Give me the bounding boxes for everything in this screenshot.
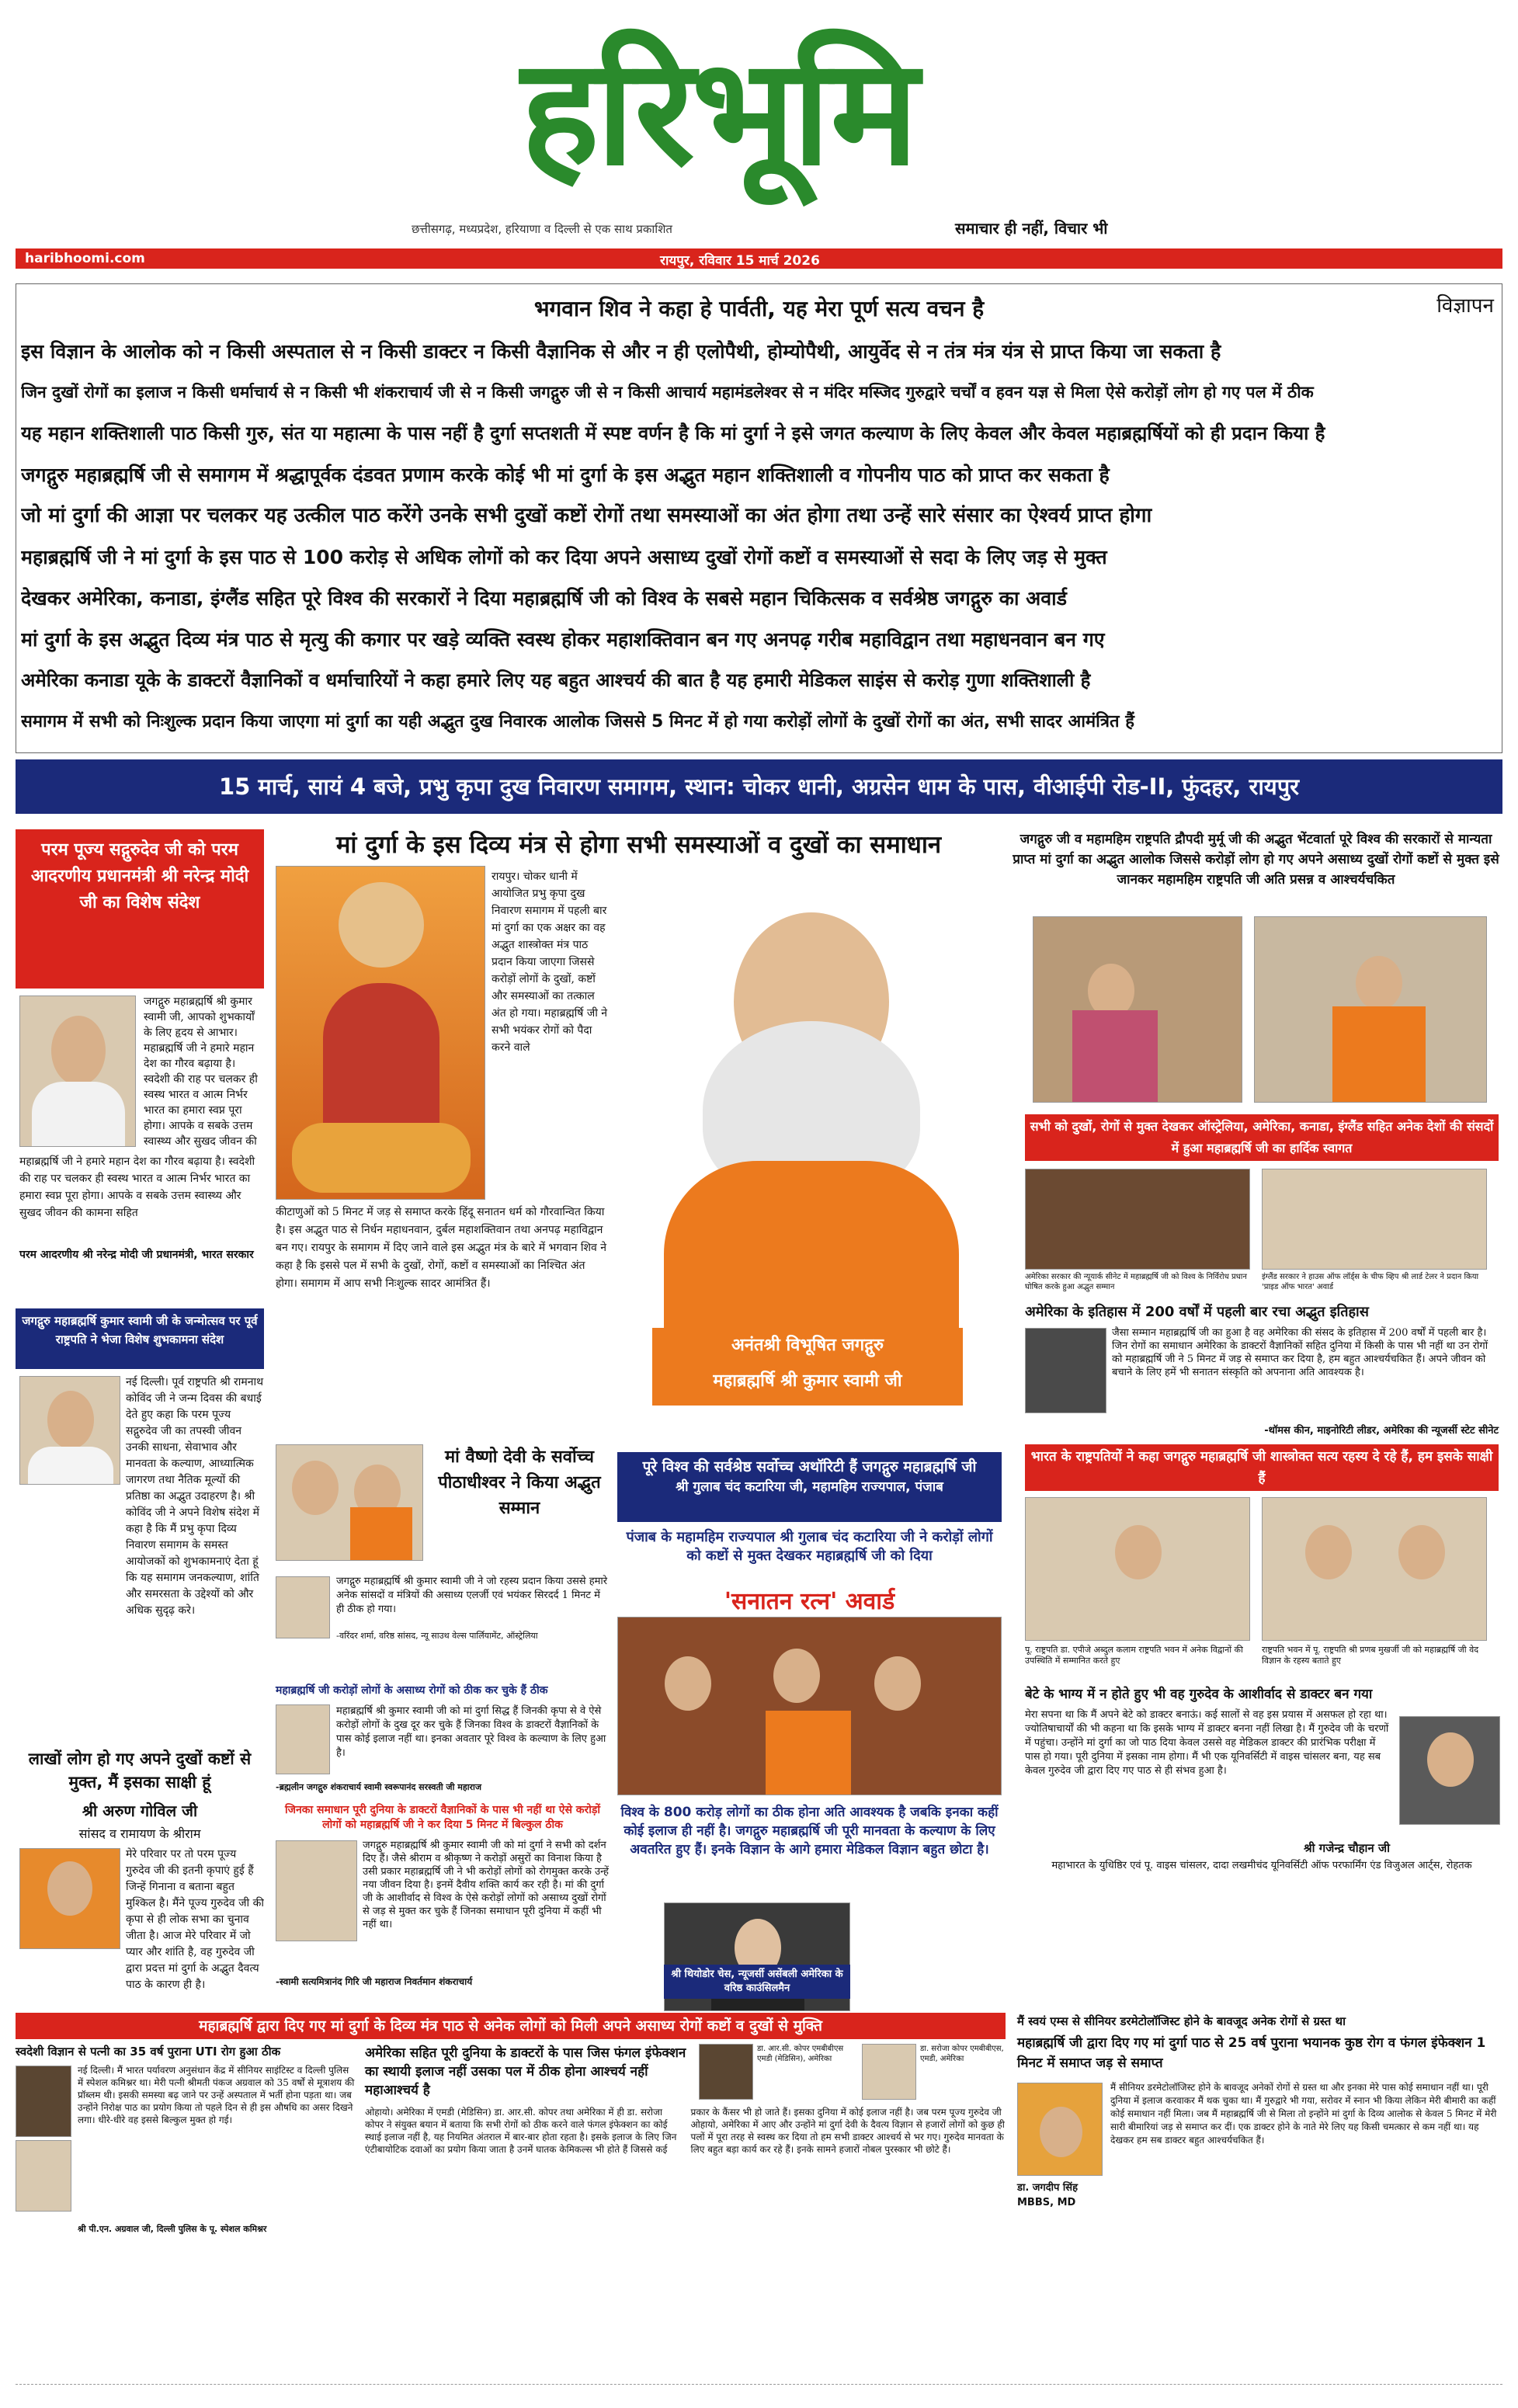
skin-doctor: डा. जगदीप सिंह: [1017, 2182, 1078, 2194]
parliament-caption-1: अमेरिका सरकार की न्यूयार्क सीनेट में महाब्रह्मर्षि जी को विश्व के निर्विरोध प्रधान घोषित करके हुआ अद्भुत सम्मान: [1025, 1273, 1247, 1291]
top-line: जिन दुखों रोगों का इलाज न किसी धर्माचार्य से न किसी भी शंकराचार्य जी से न किसी जगद्गुरु जी से न किसी आचार्य महामंडलेश्वर से न मंदिर मस्जिद गुरुद्वारे चर्चों व हवन यज्ञ से मिला ऐसे करोड़ों लोग हो गए पल में ठीक: [21, 383, 1314, 401]
bottom-banner: महाब्रह्मर्षि द्वारा दिए गए मां दुर्गा के दिव्य मंत्र पाठ से अनेक लोगों को मिली अपने असाध्य रोगों कष्टों व दुखों से मुक्ति: [16, 2013, 1006, 2039]
murmu-photo-1: [1033, 916, 1242, 1103]
kalam-photo-2: [1262, 1497, 1487, 1641]
america-text: जैसा सम्मान महाब्रह्मर्षि जी का हुआ है वह अमेरिका की संसद के इतिहास में 200 वर्षों में पहली बार है। जिन रोगों का समाधान अमेरिका के डाक्टरों वैज्ञानिकों सहित दुनिया में किसी के पास भी नहीं था उन रोगों को महाब्रह्मर्षि जी ने 5 मिनट में जड़ से समाप्त कर दिया है, हम बहुत आश्चर्यचकित हैं। अपने जीवन को बचाने के लिए हमें भी सनातन संस्कृति को अपनाना अति आवश्यक है।: [1112, 1327, 1488, 1378]
top-lines: [21, 331, 1496, 742]
vaishno-sign: -वरिंदर शर्मा, वरिष्ठ सांसद, न्यू साउथ वेल्स पार्लियामेंट, ऑस्ट्रेलिया: [336, 1631, 538, 1641]
top-line: यह महान शक्तिशाली पाठ किसी गुरु, संत या महात्मा के पास नहीं है दुर्गा सप्तशती में स्पष्ट वर्णन है कि मां दुर्गा ने इसे जगत कल्याण के लिए केवल और केवल महाब्रह्मर्षियों को ही प्रदान किया है: [21, 422, 1325, 444]
modi-text: जगद्गुरु महाब्रह्मर्षि श्री कुमार स्वामी जी, आपको शुभकार्यों के लिए हृदय से आभार। महाब्रह्मर्षि जी ने हमारे महान देश का गौरव बढ़ाया है। स्वदेशी की राह पर चलकर ही स्वस्थ भारत व आत्म निर्भर भारत का हमारा स्वप्न पूरा होगा। आपके व सबके उत्तम स्वास्थ्य और सुखद जीवन की: [144, 996, 258, 1148]
website-link[interactable]: haribhoomi.com: [25, 251, 145, 266]
vaishno-text: जगद्गुरु महाब्रह्मर्षि श्री कुमार स्वामी जी ने जो रहस्य प्रदान किया उससे हमारे अनेक सांसदों व मंत्रियों की असाध्य एलर्जी एवं भयंकर सिरदर्द 1 मिनट में ही ठीक हो गया।: [336, 1576, 608, 1615]
govil-title: लाखों लोग हो गए अपने दुखों कष्टों से मुक्त, मैं इसका साक्षी हूं: [28, 1750, 252, 1791]
kataria-box: [617, 1452, 1002, 1522]
uti-text: नई दिल्ली। मैं भारत पर्यावरण अनुसंधान केंद्र में सीनियर साइंटिस्ट व दिल्ली पुलिस में स्पेशल कमिश्नर था। मेरी पत्नी श्रीमती पंकज अग्रवाल को 35 वर्षों से मूत्राशय की प्रॉब्लम थी। इसकी समस्या बढ़ जाने पर उन्हें अस्पताल में भर्ती होना पड़ता था। जब उन्होंने निरोक्ष पाठ का प्रयोग किया तो पहले दिन से ही इस औषधि का असर दिखने लगा। धीरे-धीरे वह इससे बिल्कुल मुक्त हो गई।: [78, 2065, 355, 2125]
shankar-text: जगद्गुरु महाब्रह्मर्षि श्री कुमार स्वामी जी को मां दुर्गा ने सभी को दर्शन दिए हैं। जैसे श्रीराम व श्रीकृष्ण ने करोड़ों असुरों का विनाश किया है उसी प्रकार महाब्रह्मर्षि जी ने भी करोड़ों लोगों को रोगमुक्त करके उन्हें नया जीवन दिया है। इनमें दैवीय शक्ति कार्य कर रही है। मां की दुर्गा जी के आशीर्वाद से विश्व के ऐसे करोड़ों लोगों को असाध्य दुखों रोगों से जड़ से मुक्त कर चुके हैं जिनका समाधान पूरी दुनिया में कहीं भी नहीं था।: [363, 1840, 609, 1930]
parliament-photo-2: [1262, 1169, 1487, 1270]
top-line: देखकर अमेरिका, कनाडा, इंग्लैंड सहित पूरे विश्व की सरकारों ने दिया महाब्रह्मर्षि जी को विश्व के सबसे महान चिकित्सक व सर्वश्रेष्ठ जगद्गुरु का अवार्ड: [21, 587, 1067, 610]
beta-name: श्री गजेन्द्र चौहान जी: [1304, 1841, 1390, 1855]
parliament-caption-2: इंग्लैंड सरकार ने हाउस ऑफ लॉर्ड्स के चीफ व्हिप श्री लार्ड टेलर ने प्रदान किया 'प्राइड ऑफ भारत' अवार्ड: [1262, 1273, 1479, 1291]
us-doc2-photo: [862, 2044, 916, 2100]
shankar-title: जिनका समाधान पूरी दुनिया के डाक्टरों वैज्ञानिकों के पास भी नहीं था ऐसे करोड़ों लोगों को महाब्रह्मर्षि जी ने कर दिया 5 मिनट में बिल्कुल ठीक: [284, 1804, 601, 1831]
vaishno-photo: [276, 1444, 423, 1561]
kovind-text: नई दिल्ली। पूर्व राष्ट्रपति श्री रामनाथ कोविंद जी ने जन्म दिवस की बधाई देते हुए कहा कि परम पूज्य सद्गुरुदेव जी का तपस्वी जीवन उनकी साधना, सेवाभाव और मानवता के कल्याण, आध्यात्मिक जागरण तथा नैतिक मूल्यों की प्रतिष्ठा का अद्भुत उदाहरण है। श्री कोविंद जी ने अपने विशेष संदेश में कहा है कि मैं प्रभु कृपा दिव्य निवारण समागम के समस्त आयोजकों को शुभकामनाएं देता हूं कि यह समागम जनकल्याण, शांति और समरसता के उद्देश्यों को और अधिक सुदृढ़ करे।: [126, 1376, 264, 1617]
lakh-sign: -ब्रह्मलीन जगद्गुरु शंकराचार्य स्वामी स्वरूपानंद सरस्वती जी महाराज: [276, 1782, 482, 1792]
us-doc2: डा. सरोजा कोपर एमबीबीएस, एमडी, अमेरिका: [920, 2045, 1004, 2063]
tagline: समाचार ही नहीं, विचार भी: [955, 219, 1108, 238]
kataria-title: पूरे विश्व की सर्वश्रेष्ठ सर्वोच्च अथॉरिटी हैं जगद्गुरु महाब्रह्मर्षि जी: [642, 1458, 977, 1475]
top-heading: भगवान शिव ने कहा हे पार्वती, यह मेरा पूर्ण सत्य वचन है: [533, 296, 985, 321]
america-title: अमेरिका के इतिहास में 200 वर्षों में पहली बार रचा अद्भुत इतिहास: [1025, 1304, 1369, 1320]
advert-label: विज्ञापन: [1436, 294, 1494, 318]
center-headline: मां दुर्गा के इस दिव्य मंत्र से होगा सभी समस्याओं व दुखों का समाधान: [335, 831, 942, 859]
america-sign: -थॉमस कीन, माइनोरिटी लीडर, अमेरिका की न्यूजर्सी स्टेट सीनेट: [1264, 1425, 1499, 1437]
govil-text: मेरे परिवार पर तो परम पूज्य गुरुदेव जी की इतनी कृपाएं हुई हैं जिन्हें गिनाना व बताना बहुत मुश्किल है। मैंने पूज्य गुरुदेव जी की कृपा से ही लोक सभा का चुनाव जीता है। आज मेरे परिवार में जो प्यार और शांति है, वह गुरुदेव जी द्वारा प्रदत्त मां दुर्गा के अद्भुत दैवत्य पाठ के कारण ही है।: [126, 1848, 264, 1991]
skin-title-1: मैं स्वयं एम्स से सीनियर डरमेटोलॉजिस्ट होने के बावजूद अनेक रोगों से ग्रस्त था: [1017, 2014, 1346, 2028]
uti-photo-2: [16, 2140, 71, 2212]
govil-name: श्री अरुण गोविल जी: [82, 1802, 198, 1820]
top-line: जगद्गुरु महाब्रह्मर्षि जी से समागम में श्रद्धापूर्वक दंडवत प्रणाम करके कोई भी मां दुर्गा के इस अद्भुत महान शक्तिशाली व गोपनीय पाठ को प्राप्त कर सकता है: [21, 464, 1110, 486]
masthead: [0, 0, 1518, 268]
kovind-photo: [19, 1376, 120, 1485]
kataria-headline: पंजाब के महामहिम राज्यपाल श्री गुलाब चंद कटारिया जी ने करोड़ों लोगों को कष्टों से मुक्त देखकर महाब्रह्मर्षि जी को दिया: [626, 1529, 993, 1564]
bottom-left: [16, 2044, 357, 2370]
kalam-caption-2: राष्ट्रपति भवन में पू. राष्ट्रपति श्री प्रणब मुखर्जी जी को महाब्रह्मर्षि जी वेद विज्ञान के रहस्य बताते हुए: [1262, 1645, 1479, 1666]
skin-text: मैं सीनियर डरमेटोलॉजिस्ट होने के बावजूद अनेकों रोगों से ग्रस्त था और इनका मेरे पास कोई समाधान नहीं था। पूरी दुनिया में इलाज करवाकर मैं थक चुका था। मैं गुरुद्वारे भी गया, सरोवर में स्नान भी किया लेकिन मेरी बीमारी का कहीं कोई समाधान नहीं मिला। जब मैं महाब्रह्मर्षि जी से मिला तो इन्होंने मां दुर्गा के दिव्य आलोक से केवल 5 मिनट में मेरी सारी बीमारियां जड़ से समाप्त कर दीं। एक डाक्टर होने के नाते मेरे लिए यह किसी चमत्कार से कम नहीं था। यह देखकर हम सब डाक्टर बहुत आश्चर्यचकित हैं।: [1110, 2082, 1497, 2146]
parliament-photo-1: [1025, 1169, 1250, 1270]
dateline-bar: [16, 248, 1502, 269]
govil-photo: [19, 1848, 120, 1949]
us-text: ओहायो। अमेरिका में एमडी (मेडिसिन) डा. आर.सी. कोपर तथा अमेरिका में ही डा. सरोजा कोपर ने संयुक्त बयान में बताया कि सभी रोगों को ठीक करने वाले फंगल इंफेक्शन का कोई स्थाई इलाज नहीं है, यह नियमित अंतराल में बार-बार होता रहता है। इसके इलाज के लिए जिन एंटीबायोटिक दवाओं का प्रयोग किया जाता है उनमें घातक केमिकल्स भी होते हैं जिससे कई प्रकार के कैंसर भी हो जाते हैं। इसका दुनिया में कोई इलाज नहीं है। जब परम पूज्य गुरुदेव जी ओहायो, अमेरिका में आए और उन्होंने मां दुर्गा देवी के दैवत्य विज्ञान से हजारों लोगों को कुछ ही पलों में पूरा तरह से स्वस्थ कर दिया तो हम सभी डाक्टर आश्चर्य से भर गए। गुरुदेव मानवता के लिए बहुत बड़ा कार्य कर रहे हैं। इनके सामने हजारों नोबल पुरस्कार भी छोटे हैं।: [365, 2107, 1005, 2155]
parliament-title: सभी को दुखों, रोगों से मुक्त देखकर ऑस्ट्रेलिया, अमेरिका, कनाडा, इंग्लैंड सहित अनेक देशों की संसदों में हुआ महाब्रह्मर्षि जी का हार्दिक स्वागत: [1025, 1114, 1499, 1161]
lakh-text: महाब्रह्मर्षि श्री कुमार स्वामी जी को मां दुर्गा सिद्ध हैं जिनकी कृपा से वे ऐसे करोड़ों लोगों के दुख दूर कर चुके हैं जिनका विश्व के डाक्टरों वैज्ञानिकों के पास कोई इलाज नहीं था। इनका अवतार पूरे विश्व के कल्याण के लिए हुआ है।: [336, 1705, 606, 1759]
uti-title: स्वदेशी विज्ञान से पत्नी का 35 वर्ष पुराना UTI रोग हुआ ठीक: [16, 2045, 281, 2059]
guru-caption-line1: अनंतश्री विभूषित जगद्गुरु: [731, 1336, 884, 1355]
skin-photo: [1017, 2083, 1103, 2176]
us-doc1: डा. आर.सी. कोपर एमबीबीएस एमडी (मेडिसिन), अमेरिका: [757, 2045, 844, 2063]
top-line: मां दुर्गा के इस अद्भुत दिव्य मंत्र पाठ से मृत्यु की कगार पर खड़े व्यक्ति स्वस्थ होकर महाशक्तिवान बन गए अनपढ़ गरीब महाविद्वान तथा महाधनवान बन गए: [21, 628, 1105, 651]
beta-sub: महाभारत के युधिष्ठिर एवं पू. वाइस चांसलर, दादा लखमीचंद यूनिवर्सिटी ऑफ परफार्मिंग एंड विजुअल आर्ट्स, रोहतक: [1051, 1860, 1472, 1871]
modi-sign: परम आदरणीय श्री नरेन्द्र मोदी जी प्रधानमंत्री, भारत सरकार: [19, 1249, 254, 1261]
modi-title: परम पूज्य सद्गुरुदेव जी को परम आदरणीय प्रधानमंत्री श्री नरेन्द्र मोदी जी का विशेष संदेश: [16, 829, 264, 989]
top-line: समागम में सभी को निःशुल्क प्रदान किया जाएगा मां दुर्गा का यही अद्भुत दुख निवारक आलोक जिससे 5 मिनट में हो गया करोड़ों लोगों के दुखों रोगों का अंत, सभी सादर आमंत्रित हैं: [21, 712, 1134, 731]
kalam-photo-1: [1025, 1497, 1250, 1641]
us-title: अमेरिका सहित पूरी दुनिया के डाक्टरों के पास जिस फंगल इंफेक्शन का स्थायी इलाज नहीं उसका पल में ठीक होना आश्चर्य नहीं महाआश्चर्य है: [365, 2045, 686, 2098]
top-line: महाब्रह्मर्षि जी ने मां दुर्गा के इस पाठ से 100 करोड़ से अधिक लोगों को कर दिया अपने असाध्य दुखों रोगों कष्टों व समस्याओं से सदा के लिए जड़ से मुक्त: [21, 546, 1107, 568]
guru-caption-line2: महाब्रह्मर्षि श्री कुमार स्वामी जी: [713, 1371, 902, 1391]
guru-portrait: [617, 866, 1002, 1371]
dateline: रायपुर, रविवार 15 मार्च 2026: [660, 253, 820, 269]
top-line: अमेरिका कनाडा यूके के डाक्टरों वैज्ञानिकों व धर्माचारियों ने कहा हमारे लिए यह बहुत आश्चर्य की बात है यह हमारी मेडिकल साइंस से करोड़ गुणा शक्तिशाली है: [21, 669, 1091, 691]
award-photo: [617, 1617, 1002, 1795]
lakh-title: महाब्रह्मर्षि जी करोड़ों लोगों के असाध्य रोगों को ठीक कर चुके हैं ठीक: [276, 1684, 548, 1697]
bottom-right: [1017, 2013, 1502, 2370]
govil-sub: सांसद व रामायण के श्रीराम: [78, 1826, 201, 1841]
vaishno-inset: [276, 1576, 330, 1638]
shankar-sign: -स्वामी सत्यमित्रानंद गिरि जी महाराज निवर्तमान शंकराचार्य: [276, 1976, 473, 1987]
uti-photo-1: [16, 2066, 71, 2137]
top-advert: [16, 283, 1502, 753]
modi-text-cont: महाब्रह्मर्षि जी ने हमारे महान देश का गौरव बढ़ाया है। स्वदेशी की राह पर चलकर ही स्वस्थ भारत व आत्म निर्भर भारत का हमारा स्वप्न पूरा होगा। आपके व सबके उत्तम स्वास्थ्य और सुखद जीवन की कामना सहित: [19, 1155, 255, 1219]
center-story-right: रायपुर। चोकर धानी में आयोजित प्रभु कृपा दुख निवारण समागम में पहली बार मां दुर्गा का एक अक्षर का वह अद्भुत शास्त्रोक्त मंत्र पाठ प्रदान किया जाएगा जिससे करोड़ों लोगों के दुखों, कष्टों और समस्याओं का तत्काल अंत हो गया। महाब्रह्मर्षि जी ने सभी भयंकर रोगों को पैदा करने वाले: [492, 870, 608, 1054]
event-banner: 15 मार्च, सायं 4 बजे, प्रभु कृपा दुख निवारण समागम, स्थान: चोकर धानी, अग्रसेन धाम के पास, वीआईपी रोड-II, फुंदहर, रायपुर: [16, 759, 1502, 814]
murmu-photo-2: [1254, 916, 1487, 1103]
left-column: [16, 823, 264, 2003]
us-doc1-photo: [699, 2044, 753, 2100]
modi-photo: [19, 996, 136, 1147]
lakh-photo: [276, 1704, 330, 1774]
kovind-title: जगद्गुरु महाब्रह्मर्षि कुमार स्वामी जी के जन्मोत्सव पर पूर्व राष्ट्रपति ने भेजा विशेष शुभकामना संदेश: [16, 1308, 264, 1369]
center-story-below: कीटाणुओं को 5 मिनट में जड़ से समाप्त करके हिंदू सनातन धर्म को गौरवान्वित किया है। इस अद्भुत पाठ से निर्धन महाधनवान, दुर्बल महाशक्तिवान तथा अनपढ़ महाविद्वान बन गए। रायपुर के समागम में दिए जाने वाले इस अद्भुत मंत्र के बारे में भगवान शिव ने कहा है कि इससे पल में सभी के दुखों, रोगों, कष्टों व समस्याओं का निश्चित अंत होगा। समागम में आप सभी निःशुल्क सादर आमंत्रित हैं।: [276, 1206, 607, 1290]
kataria-sub: श्री गुलाब चंद कटारिया जी, महामहिम राज्यपाल, पंजाब: [676, 1479, 943, 1495]
bottom-middle: [365, 2044, 1006, 2370]
kalam-title: भारत के राष्ट्रपतियों ने कहा जगद्गुरु महाब्रह्मर्षि जी शास्त्रोक्त सत्य रहस्य दे रहे हैं, हम इसके साक्षी हैं: [1025, 1444, 1499, 1491]
right-column: [1009, 823, 1502, 2003]
vishva-quote: विश्व के 800 करोड़ लोगों का ठीक होना अति आवश्यक है जबकि इनका कहीं कोई इलाज ही नहीं है। जगद्गुरु महाब्रह्मर्षि जी पूरी मानवता के कल्याण के लिए अवतरित हुए हैं। इनके विज्ञान के आगे हमारा मेडिकल विज्ञान बहुत छोटा है।: [620, 1805, 999, 1857]
award-title: 'सनातन रत्न' अवार्ड: [724, 1588, 895, 1615]
guru-caption: [652, 1328, 963, 1406]
logo: हरिभूमि: [520, 26, 916, 198]
skin-degree: MBBS, MD: [1017, 2197, 1076, 2208]
center-column: [276, 823, 1002, 2003]
shankar-photo: [276, 1840, 357, 1941]
top-line: जो मां दुर्गा की आज्ञा पर चलकर यह उत्कील पाठ करेंगे उनके सभी दुखों कष्टों रोगों तथा समस्याओं का अंत होगा तथा उन्हें सारे संसार का ऐश्वर्य प्राप्त होगा: [21, 504, 1152, 527]
durga-image: [276, 866, 485, 1200]
skin-title-2: महाब्रह्मर्षि जी द्वारा दिए गए मां दुर्गा पाठ से 25 वर्ष पुराना भयानक कुष्ठ रोग व फंगल इंफेक्शन 1 मिनट में समाप्त जड़ से समाप्त: [1017, 2035, 1486, 2071]
america-photo: [1025, 1328, 1106, 1413]
beta-title: बेटे के भाग्य में न होते हुए भी वह गुरुदेव के आशीर्वाद से डाक्टर बन गया: [1025, 1687, 1373, 1702]
top-line: इस विज्ञान के आलोक को न किसी अस्पताल से न किसी डाक्टर न किसी वैज्ञानिक से और न ही एलोपैथी, होम्योपैथी, आयुर्वेद से न तंत्र मंत्र यंत्र से प्राप्त किया जा सकता है: [21, 340, 1221, 363]
uti-sign: श्री पी.एन. अग्रवाल जी, दिल्ली पुलिस के पू. स्पेशल कमिश्नर: [78, 2224, 267, 2234]
murmu-title: जगद्गुरु जी व महामहिम राष्ट्रपति द्रौपदी मुर्मू जी की अद्भुत भेंटवार्ता पूरे विश्व की सरकारों से मान्यता प्राप्त मां दुर्गा का अद्भुत आलोक जिससे करोड़ों लोग हो गए अपने असाध्य दुखों रोगों कष्टों से मुक्त इसे जानकर महामहिम राष्ट्रपति जी अति प्रसन्न व आश्चर्यचकित: [1013, 832, 1499, 888]
kalam-caption-1: पू. राष्ट्रपति डा. एपीजे अब्दुल कलाम राष्ट्रपति भवन में अनेक विद्वानों की उपस्थिति में सम्मानित करते हुए: [1025, 1645, 1243, 1666]
theodore-caption: श्री थियोडोर चेस, न्यूजर्सी असेंबली अमेरिका के वरिष्ठ काउंसिलमैन: [664, 1965, 850, 1999]
beta-photo: [1399, 1716, 1500, 1825]
page-footer-rule: [16, 2384, 1502, 2385]
beta-text: मेरा सपना था कि मैं अपने बेटे को डाक्टर बनाऊं। कई सालों से वह इस प्रयास में असफल हो रहा था। ज्योतिषाचार्यों की भी कहना था कि इसके भाग्य में डाक्टर बनना नहीं लिखा है। मैं गुरुदेव जी के चरणों में पहुंचा। उन्होंने मां दुर्गा का जो पाठ दिया केवल उससे वह मेडिकल डाक्टर की प्रारंभिक परीक्षा में पास हो गया। पूरी दुनिया में इसका नाम होगा। मैं भी एक यूनिवर्सिटी में वाइस चांसलर बना, यह सब केवल गुरुदेव जी द्वारा दिए गए पाठ से ही संभव हुआ है।: [1025, 1709, 1389, 1777]
edition-line: छत्तीसगढ़, मध्यप्रदेश, हरियाणा व दिल्ली से एक साथ प्रकाशित: [412, 222, 672, 236]
vaishno-title: मां वैष्णो देवी के सर्वोच्च पीठाधीश्वर ने किया अद्भुत सम्मान: [438, 1447, 601, 1518]
